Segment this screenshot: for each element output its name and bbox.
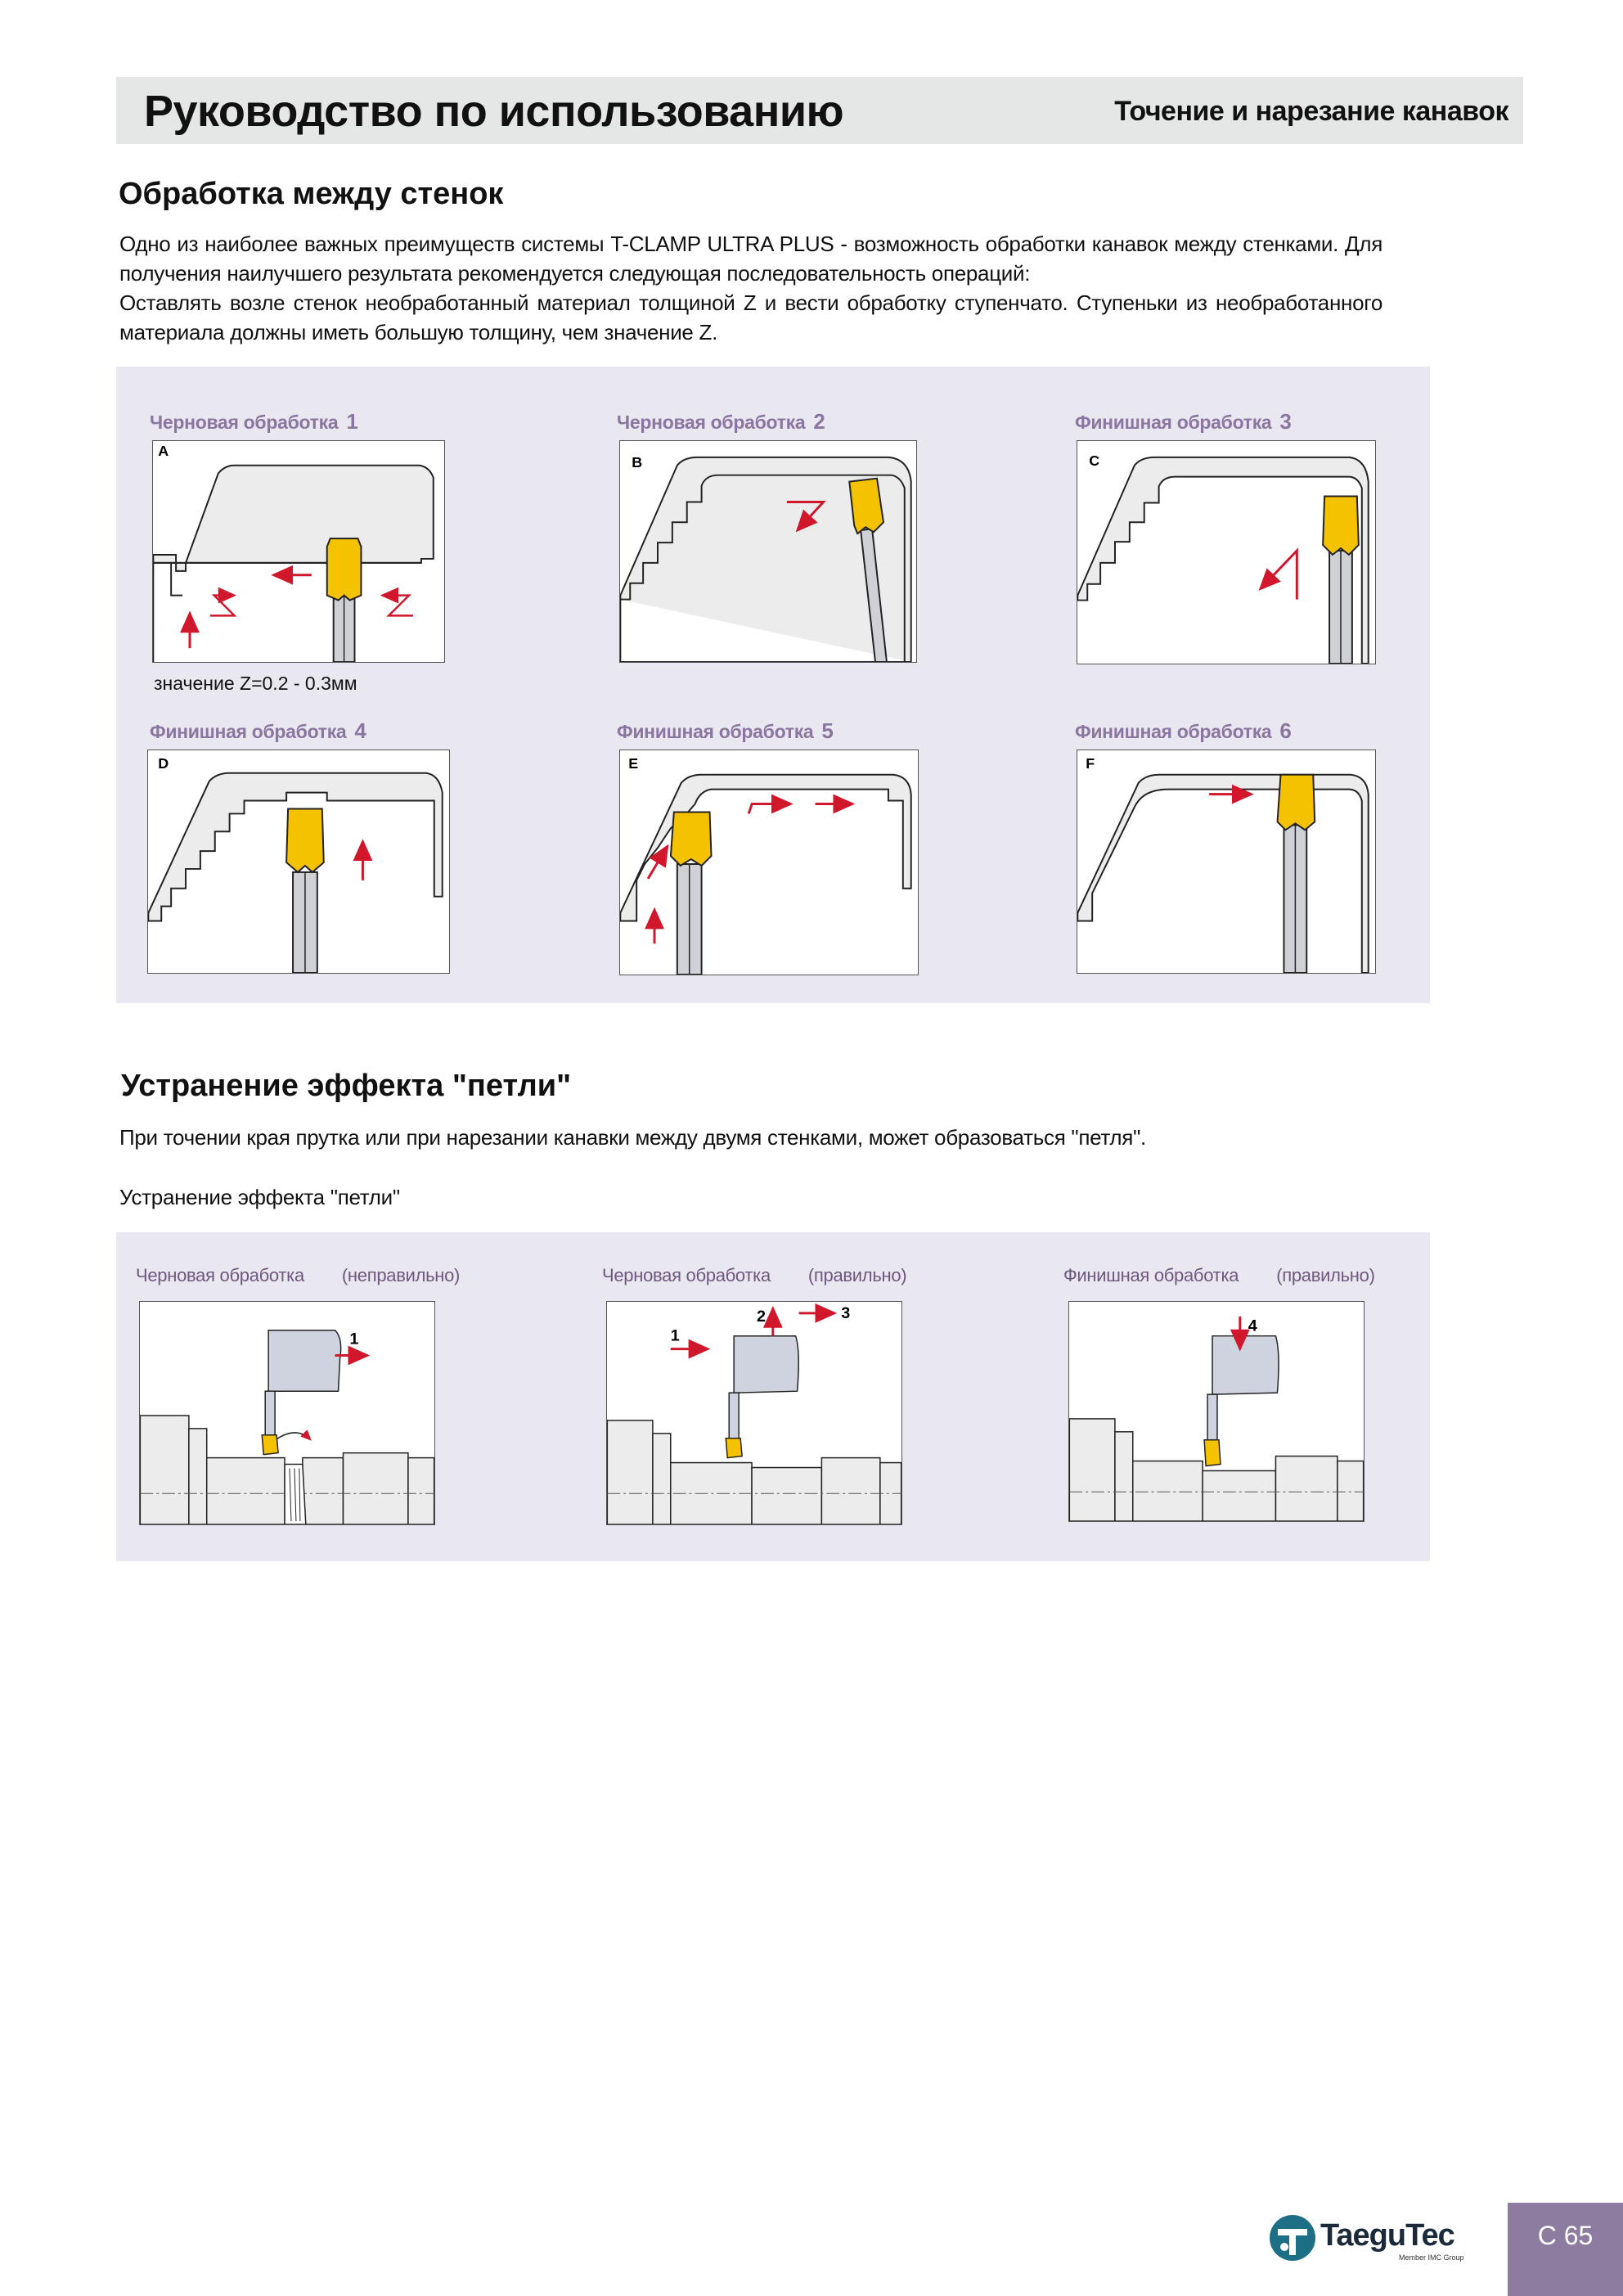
loop-diagram-wrong: [139, 1301, 435, 1525]
step-marker: 2: [756, 1307, 767, 1326]
step-marker: 1: [349, 1330, 359, 1348]
diagram-step-e: [619, 750, 919, 975]
step-marker: 3: [841, 1303, 851, 1322]
diagram-step-c: [1077, 440, 1376, 664]
page-title: Руководство по использованию: [144, 87, 844, 136]
diagram-step-a: [152, 440, 445, 663]
section1-paragraph2: Оставлять возле стенок необработанный материал толщиной Z и вести обработку ступенчато. Ступеньки из необработанного материала должны иметь большую толщину, чем значение Z.: [119, 290, 1382, 344]
step-marker: 1: [670, 1326, 680, 1345]
figure-letter: B: [632, 453, 643, 470]
logo-subtext: Member IMC Group: [1399, 2253, 1464, 2262]
section2-heading: Устранение эффекта "петли": [121, 1069, 572, 1103]
step-label-2: Черновая обработка 2: [617, 409, 825, 434]
section-title: Точение и нарезание канавок: [1114, 96, 1508, 127]
section1-heading: Обработка между стенок: [119, 177, 504, 211]
taegutec-logo: [1266, 2209, 1479, 2267]
figure-letter: A: [158, 442, 169, 459]
page-number: C 65: [1537, 2221, 1594, 2250]
loop-diagram-right-finish: [1068, 1301, 1364, 1522]
loop-label-2: Черновая обработка (правильно): [602, 1265, 907, 1285]
logo-text: TaeguTec: [1320, 2218, 1454, 2253]
section1-paragraph1: Одно из наиболее важных преимуществ системы T-CLAMP ULTRA PLUS - возможность обработки канавок между стенками. Для получения наилучшего результата рекомендуется следующая последовательность операций:: [119, 232, 1382, 286]
figure-letter: F: [1086, 754, 1095, 772]
loop-diagram-right-rough: [606, 1301, 902, 1525]
step-label-1: Черновая обработка 1: [150, 409, 358, 434]
step-label-6: Финишная обработка 6: [1075, 718, 1292, 743]
loop-label-3: Финишная обработка (правильно): [1063, 1265, 1375, 1285]
figure-letter: C: [1089, 452, 1100, 469]
diagram-step-d: [147, 750, 450, 974]
section2-subheading: Устранение эффекта "петли": [119, 1185, 400, 1209]
diagram-step-b: [619, 440, 917, 663]
z-value-note: значение Z=0.2 - 0.3мм: [154, 673, 357, 694]
step-marker: 4: [1248, 1317, 1257, 1335]
figure-letter: D: [158, 754, 169, 772]
step-label-4: Финишная обработка 4: [150, 718, 366, 743]
figure-letter: E: [628, 754, 639, 772]
section2-paragraph: При точении края прутка или при нарезании канавки между двумя стенками, может образоваться "петля".: [119, 1125, 1146, 1150]
loop-label-1: Черновая обработка (неправильно): [136, 1265, 461, 1285]
step-label-5: Финишная обработка 5: [617, 718, 834, 743]
step-label-3: Финишная обработка 3: [1075, 409, 1292, 434]
diagram-step-f: [1077, 750, 1376, 974]
